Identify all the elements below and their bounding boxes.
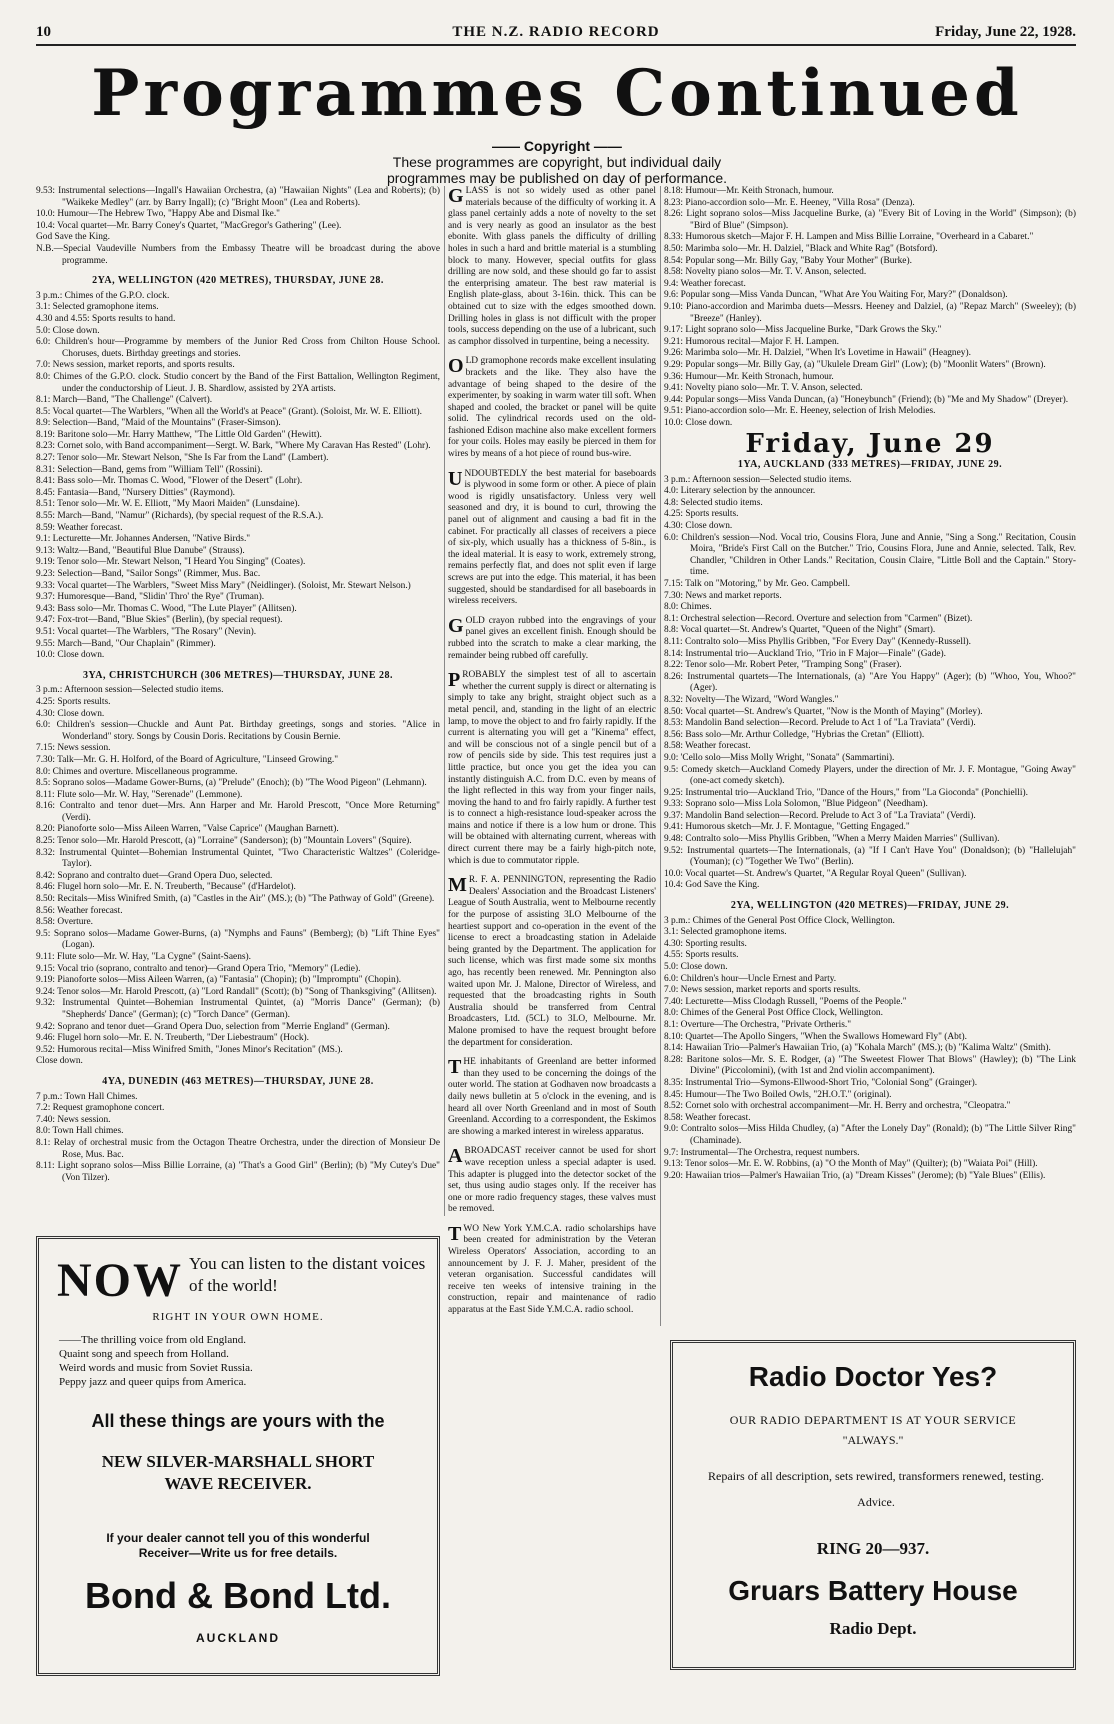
ad-voice-lines [59,1333,419,1389]
ad-voice-line: Peppy jazz and queer quips from America. [59,1376,247,1388]
paragraph-text: LD gramophone records make excellent insulating brackets and the like. They also have the advantage of being shaped to the desire of the experimenter, by soaking in warm water till soft. When shaped and cooled, the bracket or panel will be quite solid. The cylindrical records used on the old-fashioned Edison machine also make excellent formers for your coils. Holes may easily be pierced in them for wires by means of a hot piece of round bus-wire. [448,356,656,460]
friday-heading: Friday, June 29 [745,429,995,460]
programme-entry: 7.2: Request gramophone concert. [36,1103,165,1114]
programme-entry: 9.44: Popular songs—Miss Vanda Duncan, (a) "Honeybunch" (Friend); (b) "Me and My Shadow" (Dreyer). [664,394,1069,405]
programme-entry: 8.11: Light soprano solos—Miss Billie Lorraine, (a) "That's a Good Girl" (Berlin); (b) "My Cutey's Due" (Von Tilzer). [36,1161,440,1183]
column-rule-2 [660,186,661,1326]
programme-entry: 8.26: Light soprano solos—Miss Jacqueline Burke, (a) "Every Bit of Loving in the World" (Simpson); (b) "Bird of Blue" (Simpson). [664,209,1076,231]
page-header [36,22,1076,46]
ad-dealer-line-1: If your dealer cannot tell you of this wonderful [106,1531,370,1545]
programme-entry: 9.41: Novelty piano solo—Mr. T. V. Anson, selected. [664,383,863,394]
programme-entry: 9.6: Popular song—Miss Vanda Duncan, "What Are You Waiting For, Mary?" (Donaldson). [664,290,1008,301]
programme-entry: 9.41: Humorous sketch—Mr. J. F. Montague, "Getting Engaged." [664,822,910,833]
programme-entry: 8.25: Tenor solo—Mr. Harold Prescott, (a) "Lorraine" (Sanderson); (b) "Mountain Lovers" (Squire). [36,836,412,847]
programme-entry: 8.20: Pianoforte solo—Miss Aileen Warren, "Valse Caprice" (Maughan Barnett). [36,824,339,835]
advertisement-radio-doctor [670,1340,1076,1670]
programme-entry: 9.51: Vocal quartet—The Warblers, "The Rosary" (Nevin). [36,626,257,637]
ad-dealer-line-2: Receiver—Write us for free details. [138,1546,338,1560]
programme-entry: 10.0: Close down. [36,650,105,661]
programme-entry: 8.31: Selection—Band, gems from "William Tell" (Rossini). [36,464,263,475]
ad-radio-doctor-title: Radio Doctor Yes? [748,1361,998,1392]
copyright-line-1: These programmes are copyright, but individual daily [392,154,722,170]
programme-entry: 7.15: Talk on "Motoring," by Mr. Geo. Campbell. [664,579,850,589]
programme-entry: 6.0: Children's hour—Uncle Ernest and Party. [664,973,837,984]
programme-entry: 9.36: Humour—Mr. Keith Stronach, humour. [664,371,834,382]
programme-entry: 9.4: Weather forecast. [664,278,746,289]
programme-entry: 4.55: Sports results. [664,950,739,961]
station-heading-3ya-thursday: 3YA, CHRISTCHURCH (306 METRES)—THURSDAY, JUNE 28. [82,669,394,681]
ad-these-things: All these things are yours with the [91,1411,385,1431]
programme-entry: 9.21: Humorous recital—Major F. H. Lampen. [664,336,839,347]
programme-entry: 9.5: Soprano solos—Madame Gower-Burns, (a) "Nymphs and Fauns" (Bemberg); (b) "Lift Thine Eyes" (Logan). [36,928,440,951]
programme-entry: 7.0: News session, market reports, and sports results. [36,360,235,371]
paragraph-text: WO New York Y.M.C.A. radio scholarships have been created for administration by the Veteran Wireless Operators' Association, according to an announcement by J. F. J. Maher, president of the veteran organisation. Successful candidates will receive ten weeks of intensive training in the construction, repair and maintenance of radio apparatus at the East Side Y.M.C.A. radio school. [448,1223,656,1316]
programme-entry: 4.30 and 4.55: Sports results to hand. [36,313,176,324]
programme-entry: 3 p.m.: Afternoon session—Selected studio items. [36,685,224,696]
ad-repairs-text: Repairs of all description, sets rewired, transformers renewed, testing. Advice. [708,1469,1044,1509]
news-paragraph [448,356,656,460]
ad-voice-line: ——The thrilling voice from old England. [59,1334,246,1346]
ad-always-text: "ALWAYS." [842,1433,904,1447]
programme-entry: 7.40: News session. [36,1114,111,1125]
programme-entry: 8.1: March—Band, "The Challenge" (Calvert). [36,395,213,406]
programme-entry: N.B.—Special Vaudeville Numbers from the Embassy Theatre will be broadcast during the above programme. [36,243,440,266]
programme-entry: 4.30: Close down. [664,521,733,532]
programme-entry: 8.5: Vocal quartet—The Warblers, "When all the World's at Peace" (Grant). (Soloist, Mr. W. E. Elliott). [36,406,422,417]
programme-entry: 4.30: Sporting results. [664,938,747,949]
programme-entry: 8.11: Contralto solo—Miss Phyllis Gribben, "For Every Day" (Kennedy-Russell). [664,636,972,647]
ad-listen-text: You can listen to the distant voices of the world! [189,1254,426,1295]
programme-entry: 9.52: Humorous recital—Miss Winifred Smith, "Jones Minor's Recitation" (MS.). [36,1044,343,1055]
programme-entry: 8.22: Tenor solo—Mr. Robert Peter, "Tramping Song" (Fraser). [664,660,902,671]
programme-entry: 10.0: Close down. [664,417,733,428]
drop-cap: A [448,1145,463,1168]
ad-gruars-name: Gruars Battery House [728,1575,1018,1606]
programme-entry: 4.25: Sports results. [36,696,111,707]
programme-entry: 3.1: Selected gramophone items. [36,302,159,313]
programme-entry: 7.30: Talk—Mr. G. H. Holford, of the Board of Agriculture, "Linseed Growing." [36,754,339,765]
station-heading-1ya-friday: 1YA, AUCKLAND (333 METRES)—FRIDAY, JUNE 29. [737,459,1003,471]
programme-entry: 6.0: Children's session—Nod. Vocal trio, Cousins Flora, June and Annie, "Sing a Song." Recitation, Cousin Moira, "Bride's First Call on the Butcher." Trio, Cousins Flora, June and Annie, selected. Talk, Rev. Chandler, "Children in Other Lands." Recitation, Cousin Claire, "Little Boll and the Captain." Story-time. [664,532,1076,578]
programme-entry: 9.15: Vocal trio (soprano, contralto and tenor)—Grand Opera Trio, "Memory" (Ledie). [36,963,361,974]
programme-entry: 4.30: Close down. [36,708,105,719]
programme-entry: 9.1: Lecturette—Mr. Johannes Andersen, "Native Birds." [36,534,251,545]
programme-entry: 8.5: Soprano solos—Madame Gower-Burns, (a) "Prelude" (Enoch); (b) "The Wood Pigeon" (Lehmann). [36,778,427,789]
station-heading-4ya-thursday: 4YA, DUNEDIN (463 METRES)—THURSDAY, JUNE 28. [102,1075,374,1087]
programme-entry: 8.58: Overture. [36,917,94,928]
ad-product-line-1: NEW SILVER-MARSHALL SHORT [101,1452,375,1471]
news-paragraph [448,469,656,608]
drop-cap: T [448,1056,462,1079]
programme-entry: 8.50: Marimba solo—Mr. H. Dalziel, "Black and White Rag" (Botsford). [664,243,938,254]
programme-list-4ya-continued [664,186,1076,429]
ad-now-heading: NOW [57,1254,183,1307]
ad-phone-number: RING 20—937. [816,1539,930,1558]
station-heading-2ya-friday: 2YA, WELLINGTON (420 METRES)—FRIDAY, JUNE 29. [730,900,1010,912]
programme-entry: 9.37: Humoresque—Band, "Slidin' Thro' the Rye" (Truman). [36,592,265,603]
programme-entry: 8.1: Relay of orchestral music from the Octagon Theatre Orchestra, under the direction of Monsieur De Rose, Mus. Bac. [36,1137,440,1160]
programme-entry: 8.23: Piano-accordion solo—Mr. E. Heeney, "Villa Rosa" (Denza). [664,197,915,208]
ad-voice-line: Quaint song and speech from Holland. [59,1348,229,1360]
programme-column-right [664,186,1076,1316]
programme-entry: 9.13: Tenor solos—Mr. E. W. Robbins, (a) "O the Month of May" (Quilter); (b) "Waiata Poi" (Hill). [664,1159,1038,1170]
programme-list-2ya-thursday [36,291,440,662]
programme-entry: 9.19: Tenor solo—Mr. Stewart Nelson, "I Heard You Singing" (Coates). [36,557,306,568]
programme-entry: 9.55: March—Band, "Our Chaplain" (Rimmer). [36,638,216,649]
programme-entry: 3 p.m.: Chimes of the General Post Office Clock, Wellington. [664,915,895,926]
programme-entry: 8.32: Novelty—The Wizard, "Word Wangles." [664,694,839,705]
programme-entry: 9.17: Light soprano solo—Miss Jacqueline Burke, "Dark Grows the Sky." [664,325,942,336]
ad-company-name: Bond & Bond Ltd. [85,1575,391,1616]
programme-entry: 6.0: Children's session—Chuckle and Aunt Pat. Birthday greetings, songs and stories. "Alice in Wonderland" story. Songs by Cousin Doris. Recitations by Cousin Bernie. [36,720,440,742]
programme-entry: 8.10: Quartet—The Apollo Singers, "When the Swallows Homeward Fly" (Abt). [664,1031,967,1042]
programme-entry: 8.0: Chimes of the G.P.O. clock. Studio concert by the Band of the First Battalion, Wellington Regiment, under the conductorship of Lieut. J. B. Shardlow, assisted by 2YA artists. [36,371,440,394]
drop-cap: M [448,874,467,897]
programme-entry: 4.25: Sports results. [664,509,739,520]
programme-entry: 9.48: Contralto solo—Miss Phyllis Gribben, "When a Merry Maiden Marries" (Sullivan). [664,834,1000,845]
programme-entry: 9.53: Instrumental selections—Ingall's Hawaiian Orchestra, (a) "Hawaiian Nights" (Lea and Roberts); (b) "Waikeke Medley" (arr. by Barry Ingall); (c) "Bright Moon" (Lea and Roberts). [36,186,440,208]
paragraph-text: OLD crayon rubbed into the engravings of your panel gives an excellent finish. Enough should be rubbed into the scratch to make a clear marking, the remainder being rubbed off carefully. [448,615,656,661]
ad-service-text: OUR RADIO DEPARTMENT IS AT YOUR SERVICE [729,1413,1017,1427]
drop-cap: G [448,186,464,207]
drop-cap: P [448,669,461,692]
programme-entry: Close down. [36,1056,83,1067]
programme-entry: 8.9: Selection—Band, "Maid of the Mountains" (Fraser-Simson). [36,418,281,429]
news-paragraph [448,1146,656,1216]
programme-entry: 9.29: Popular songs—Mr. Billy Gay, (a) "Ukulele Dream Girl" (Low); (b) "Moonlit Waters" (Brown). [664,359,1046,370]
programme-entry: 4.8: Selected studio items. [664,497,763,508]
programme-list-1ya-end [36,186,440,267]
programme-entry: 8.35: Instrumental Trio—Symons-Ellwood-Short Trio, "Colonial Song" (Grainger). [664,1077,978,1088]
copyright-line-2: programmes may be published on day of performance. [386,170,728,186]
programme-entry: 10.4: God Save the King. [664,880,760,891]
ad-product-line-2: WAVE RECEIVER. [164,1474,312,1493]
programme-entry: 8.33: Humorous sketch—Major F. H. Lampen and Miss Billie Lorraine, "Overheard in a Cabaret." [664,232,1034,243]
programme-entry: 9.32: Instrumental Quintet—Bohemian Instrumental Quintet, (a) "Morris Dance" (German); (b) "Shepherds' Dance" (German); (c) "Torch Dance" (German). [36,998,440,1020]
programme-entry: 8.26: Instrumental quartets—The Internationals, (a) "Are You Happy" (Ager); (b) "Whoo, You, Whoo?" (Ager). [664,671,1076,694]
programme-entry: 9.33: Vocal quartet—The Warblers, "Sweet Miss Mary" (Neidlinger). (Soloist, Mr. Stewart Nelson.) [36,580,411,591]
programme-list-3ya-thursday [36,685,440,1068]
programme-entry: 8.56: Weather forecast. [36,905,123,916]
programme-entry: God Save the King. [36,232,110,243]
programme-entry: 8.0: Chimes. [664,602,712,613]
programme-entry: 9.10: Piano-accordion and Marimba duets—Messrs. Heeney and Dalziel, (a) "Repaz March" (Sweeley); (b) "Breeze" (Hanley). [664,301,1076,324]
programme-entry: 10.0: Vocal quartet—St. Andrew's Quartet, "A Regular Royal Queen" (Sullivan). [664,868,967,879]
programme-entry: 9.52: Instrumental quartets—The Internationals, (a) "If I Can't Have You" (Donaldson); (b) "Hallelujah" (Youman); (c) "Together We Two" (Berlin). [664,845,1076,868]
programme-entry: 8.14: Hawaiian Trio—Palmer's Hawaiian Trio, (a) "Kohala March" (MS.); (b) "Kalima Waltz" (Smith). [664,1043,1051,1054]
programme-entry: 4.0: Literary selection by the announcer. [664,486,816,497]
ad-company-city: AUCKLAND [196,1631,280,1645]
programme-entry: 3 p.m.: Afternoon session—Selected studio items. [664,474,852,485]
paragraph-text: ROBABLY the simplest test of all to ascertain whether the current supply is direct or alternating is simply to take any bright, straight object such as a metal pencil, and, standing in the light of an electric lamp, to move the object to and fro fairly rapidly. If the current is alternating you will get a "Kinema" effect, and will be conscious not of a single pencil but of a row of pencils side by side. This test requires just a little practice, but once you get the idea you can instantly distinguish A.C. from D.C. even by means of the light reflected in this way from your finger nails, moving the hand to and fro fairly rapidly. A further test is to connect a high-resistance loud-speaker across the mains and notice if there is a low hum or drone. This will be obtained with alternating current, whereas with direct current there may be a fairly high-pitch note, which is due to commutator ripple. [448,670,656,866]
programme-entry: 8.54: Popular song—Mr. Billy Gay, "Baby Your Mother" (Burke). [664,255,912,266]
publication-title: THE N.Z. RADIO RECORD [452,24,660,40]
programme-entry: 9.20: Hawaiian trios—Palmer's Hawaiian Trio, (a) "Dream Kisses" (Jerome); (b) "Yale Blues" (Ellis). [664,1170,1046,1181]
programme-entry: 8.16: Contralto and tenor duet—Mrs. Ann Harper and Mr. Harold Prescott, "Once More Returning" (Verdi). [36,801,440,823]
programme-entry: 8.0: Chimes of the General Post Office Clock, Wellington. [664,1008,883,1019]
programme-entry: 8.58: Weather forecast. [664,1112,751,1123]
paragraph-text: NDOUBTEDLY the best material for baseboards is plywood in some form or other. A piece of plain wood is rigidly unsatisfactory. Unless very well seasoned and dry, it is bound to curl, throwing the panel out of alignment and causing a bad fit in the cabinet. For practically all classes of receivers a piece of six-ply, which usually has a thickness of 5-8in., is the ideal material. It is easy to work, extremely strong, remains perfectly flat, and does not split even if large screws are put into the edge. This material, it has been suggested, should be standardised for all baseboards in wireless receivers. [448,468,656,607]
programme-entry: 8.1: Overture—The Orchestra, "Private Ortheris." [664,1019,852,1030]
copyright-title: —— Copyright —— [492,138,622,154]
programme-entry: 8.52: Cornet solo with orchestral accompaniment—Mr. H. Berry and orchestra, "Cleopatra." [664,1101,1011,1112]
advertisement-silver-marshall [36,1236,440,1676]
issue-date: Friday, June 22, 1928. [935,24,1076,40]
programme-entry: 9.33: Soprano solo—Miss Lola Solomon, "Blue Pidgeon" (Needham). [664,799,928,810]
programme-entry: 9.25: Instrumental trio—Auckland Trio, "Dance of the Hours," from "La Gioconda" (Ponchielli). [664,787,1028,798]
programme-entry: 9.24: Tenor solos—Mr. Harold Prescott, (a) "Lord Randall" (Scott); (b) "Song of Thanksgiving" (Allitsen). [36,986,437,997]
programme-entry: 3.1: Selected gramophone items. [664,927,787,938]
copyright-notice [0,138,1114,186]
programme-entry: 9.51: Piano-accordion solo—Mr. E. Heeney, selection of Irish Melodies. [664,406,936,417]
news-paragraph [448,1224,656,1317]
programme-entry: 9.0: Contralto solos—Miss Hilda Chudley, (a) "After the Lonely Day" (Ronald); (b) "The Little Silver Ring" (Chaminade). [664,1124,1076,1146]
programme-entry: 7.0: News session, market reports and sports results. [664,985,861,996]
news-paragraph [448,670,656,867]
ad-voice-line: Weird words and music from Soviet Russia. [59,1362,253,1374]
news-paragraph [448,1057,656,1138]
drop-cap: G [448,614,464,637]
programme-entry: 5.0: Close down. [36,325,100,336]
programme-entry: 8.50: Vocal quartet—St. Andrew's Quartet, "Now is the Month of Maying" (Morley). [664,706,983,717]
programme-entry: 8.58: Novelty piano solos—Mr. T. V. Anson, selected. [664,267,867,278]
programme-entry: 9.13: Waltz—Band, "Beautiful Blue Danube" (Strauss). [36,545,245,556]
programme-entry: 8.50: Recitals—Miss Winifred Smith, (a) "Castles in the Air" (MS.); (b) "The Pathway of Gold" (Greene). [36,894,435,905]
drop-cap: U [448,467,463,490]
programme-entry: 7.40: Lecturette—Miss Clodagh Russell, "Poems of the People." [664,996,907,1007]
programme-entry: 8.0: Town Hall chimes. [36,1126,124,1137]
programme-entry: 9.7: Instrumental—The Orchestra, request numbers. [664,1147,860,1158]
page-number: 10 [36,24,51,40]
programme-entry: 8.53: Mandolin Band selection—Record. Prelude to Act 1 of "La Traviata" (Verdi). [664,718,976,729]
drop-cap: O [448,355,464,378]
programme-entry: 9.46: Flugel horn solo—Mr. E. N. Treuberth, "Der Liebestraum" (Hock). [36,1033,309,1044]
programme-entry: 7 p.m.: Town Hall Chimes. [36,1091,138,1102]
news-paragraph [448,875,656,1049]
ad-dealer-text [39,1531,437,1561]
programme-entry: 8.19: Baritone solo—Mr. Harry Matthew, "The Little Old Garden" (Hewitt). [36,429,322,440]
programme-entry: 10.4: Vocal quartet—Mr. Barry Coney's Quartet, "MacGregor's Gathering" (Lee). [36,220,342,231]
programme-entry: 9.26: Marimba solo—Mr. H. Dalziel, "When It's Lovetime in Hawaii" (Heagney). [664,348,971,359]
programme-entry: 8.18: Humour—Mr. Keith Stronach, humour. [664,186,834,196]
news-paragraph [448,186,656,348]
programme-entry: 9.47: Fox-trot—Band, "Blue Skies" (Berlin), (by special request). [36,615,283,626]
paragraph-text: BROADCAST receiver cannot be used for short wave reception unless a special adapter is used. This adapter is plugged into the detector socket of the set, thus using audio stages only. If the receiver has one or more radio frequency stages, these valves must be removed. [448,1146,656,1215]
ad-product-name [39,1451,437,1495]
programme-entry: 8.56: Bass solo—Mr. Arthur Colledge, "Hybrias the Cretan" (Elliott). [664,729,925,740]
station-heading-2ya-thursday: 2YA, WELLINGTON (420 METRES), THURSDAY, JUNE 28. [92,275,384,287]
programme-entry: 6.0: Children's hour—Programme by members of the Junior Red Cross from Chilton House School. Choruses, duets. Birthday greetings and stories. [36,337,440,359]
programme-entry: 3 p.m.: Chimes of the G.P.O. clock. [36,290,170,301]
programme-entry: 8.51: Tenor solo—Mr. W. E. Elliott, "My Maori Maiden" (Lunsdaine). [36,499,300,510]
programme-entry: 8.28: Baritone solos—Mr. S. E. Rodger, (a) "The Sweetest Flower That Blows" (Hawley); (b) "The Link Divine" (Piccolomini), (with 1st and 2nd violin accompaniment). [664,1054,1076,1077]
programme-list-4ya-thursday [36,1092,440,1185]
column-rule-1 [444,186,445,1216]
programme-entry: 8.23: Cornet solo, with Band accompaniment—Sergt. W. Bark, "Where My Caravan Has Rested" (Lohr). [36,441,431,452]
programme-entry: 9.5: Comedy sketch—Auckland Comedy Players, under the direction of Mr. J. F. Montague, "Going Away" (one-act comedy sketch). [664,764,1076,787]
drop-cap: T [448,1222,462,1245]
programme-entry: 7.15: News session. [36,743,111,754]
programme-entry: 8.41: Bass solo—Mr. Thomas C. Wood, "Flower of the Desert" (Lohr). [36,476,303,487]
programme-entry: 8.59: Weather forecast. [36,522,123,533]
programme-entry: 8.46: Flugel horn solo—Mr. E. N. Treuberth, "Because" (d'Hardelot). [36,882,296,893]
programme-entry: 8.58: Weather forecast. [664,741,751,752]
news-paragraph-column [448,186,656,1716]
programme-column-left [36,186,440,1186]
news-paragraph [448,616,656,662]
programme-entry: 8.42: Soprano and contralto duet—Grand Opera Duo, selected. [36,870,273,881]
programme-entry: 9.19: Pianoforte solos—Miss Aileen Warren, (a) "Fantasia" (Chopin); (b) "Impromptu" (Chopin). [36,975,402,986]
programme-entry: 8.0: Chimes and overture. Miscellaneous programme. [36,766,238,777]
programme-entry: 8.27: Tenor solo—Mr. Stewart Nelson, "She Is Far from the Land" (Lambert). [36,453,329,464]
paragraph-text: HE inhabitants of Greenland are better informed than they used to be concerning the doings of the outer world. The station at Godhaven now broadcasts a daily news bulletin at 5 o'clock in the evening, and is heard all over North Greenland and in most of South Greenland. According to a correspondent, the Eskimos are showing a marked interest in wireless apparatus. [448,1057,656,1137]
programme-entry: 8.11: Flute solo—Mr. W. Hay, "Serenade" (Lemmone). [36,789,243,800]
paragraph-text: LASS is not so widely used as other panel materials because of the difficulty of working it. A glass panel certainly adds a note of novelty to the set and is very nearly as good an insulator as the best ebonite. With glass panels the difficulty of drilling holes in such a hard and brittle material is a stumbling block to many. However, special outfits for glass drilling are now sold, and these should go far to assist the enterprising amateur. The best raw material is English plate-glass, about 3-16in. thick. This can be obtained cut to size with the edges smoothed down. Drilling holes in glass is not difficult with the proper tools, success depending on the use of a lubricant, such as camphor dissolved in turpentine, being a necessity. [448,186,656,347]
programme-entry: 9.43: Bass solo—Mr. Thomas C. Wood, "The Lute Player" (Allitsen). [36,603,297,614]
programme-entry: 8.45: Fantasia—Band, "Nursery Ditties" (Raymond). [36,487,236,498]
programme-entry: 8.55: March—Band, "Namur" (Richards), (by special request of the R.S.A.). [36,511,324,522]
ad-home-text: RIGHT IN YOUR OWN HOME. [152,1311,324,1323]
programme-entry: 7.30: News and market reports. [664,590,782,601]
banner-heading: Programmes Continued [91,56,1023,131]
programme-entry: 9.0: 'Cello solo—Miss Molly Wright, "Sonata" (Sammartini). [664,752,895,763]
programme-entry: 9.23: Selection—Band, "Sailor Songs" (Rimmer, Mus. Bac. [36,569,261,579]
programme-list-1ya-friday [664,475,1076,892]
programme-entry: 5.0: Close down. [664,962,728,972]
paragraph-text: R. F. A. PENNINGTON, representing the Radio Dealers' Association and the Broadcast Listeners' League of South Australia, went to Melbourne recently for the purpose of assisting 3LO Melbourne of the heartiest support and co-operation in the event of the license to erect a broadcasting station in Adelaide being granted by the Department. The application for such license, which was first made some six months ago, has recently been renewed. Mr. Pennington also waited upon Mr. J. Malone, Director of Wireless, and requested that the broadcasting rights in South Australia should be transferred from Central Broadcasters, Ltd. (5CL) to 3LO, Melbourne. Mr. Malone promised to have the request brought before the department for consideration. [448,875,656,1048]
ad-radio-dept: Radio Dept. [829,1619,917,1638]
programme-entry: 8.8: Vocal quartet—St. Andrew's Quartet, "Queen of the Night" (Smart). [664,625,936,636]
programme-entry: 10.0: Humour—The Hebrew Two, "Happy Abe and Dismal Ike." [36,209,281,220]
programme-entry: 9.37: Mandolin Band selection—Record. Prelude to Act 3 of "La Traviata" (Verdi). [664,810,976,821]
programme-entry: 8.14: Instrumental trio—Auckland Trio, "Trio in F Major—Finale" (Gade). [664,648,947,659]
programme-entry: 9.11: Flute solo—Mr. W. Hay, "La Cygne" (Saint-Saens). [36,952,252,962]
programme-list-2ya-friday [664,916,1076,1183]
programme-entry: 8.1: Orchestral selection—Record. Overture and selection from "Carmen" (Bizet). [664,613,973,624]
programme-entry: 9.42: Soprano and tenor duet—Grand Opera Duo, selection from "Merrie England" (German). [36,1021,390,1032]
programme-entry: 8.32: Instrumental Quintet—Bohemian Instrumental Quintet, "Two Characteristic Waltzes" (Coleridge-Taylor). [36,847,440,870]
programme-entry: 8.45: Humour—The Two Boiled Owls, "2H.O.T." (original). [664,1089,892,1100]
